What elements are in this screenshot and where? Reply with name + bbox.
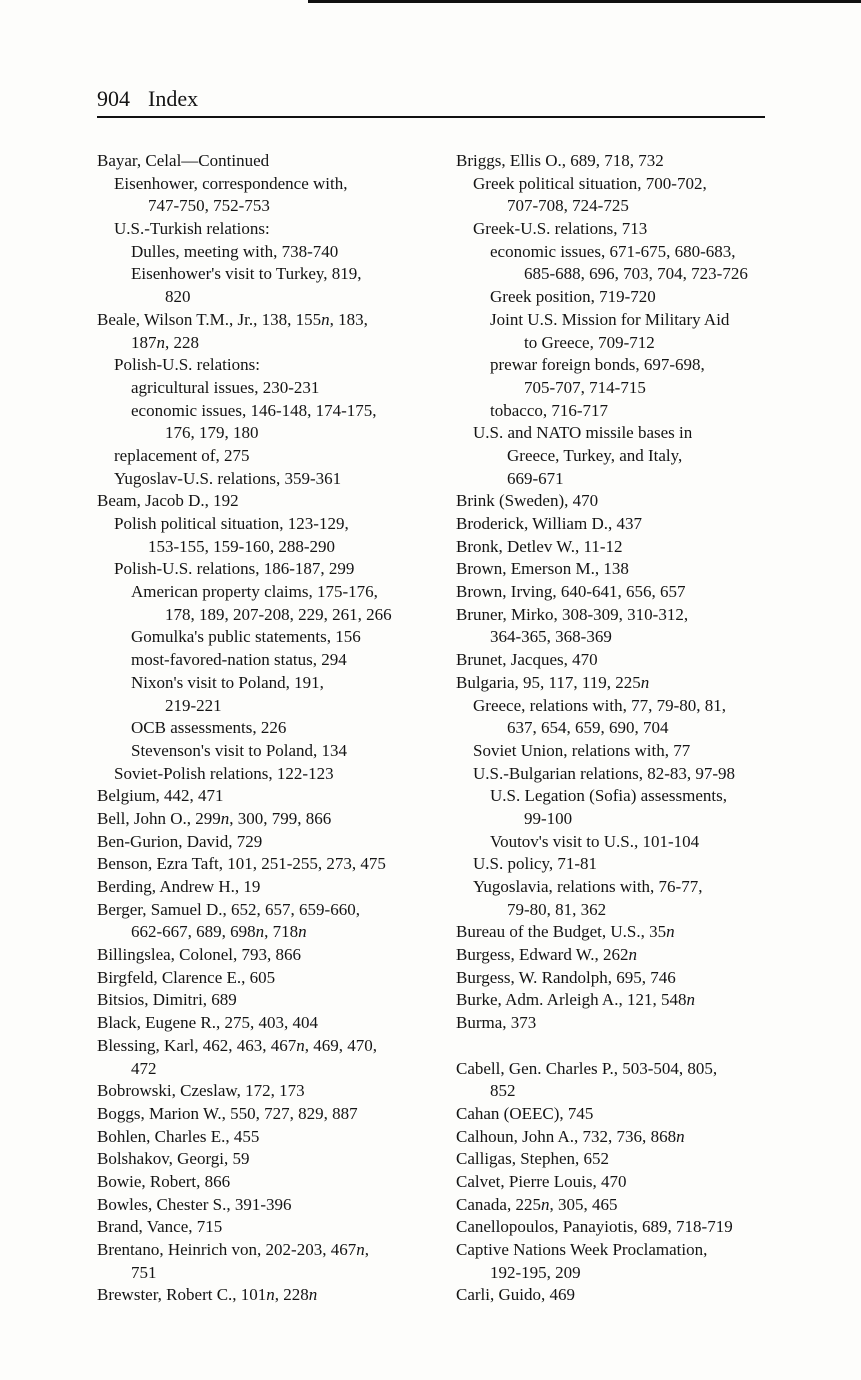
index-entry: Canada, 225n, 305, 465 <box>456 1194 618 1214</box>
index-entry: American property claims, 175-176, <box>131 582 378 602</box>
index-entry: Yugoslavia, relations with, 76-77, <box>473 877 703 896</box>
index-entry: Black, Eugene R., 275, 403, 404 <box>97 1013 318 1033</box>
index-entry: Polish-U.S. relations, 186-187, 299 <box>114 559 355 579</box>
index-entry: Bulgaria, 95, 117, 119, 225n <box>456 672 650 692</box>
index-entry: Bell, John O., 299n, 300, 799, 866 <box>97 808 332 828</box>
index-column-left <box>97 150 437 1307</box>
index-entry: Birgfeld, Clarence E., 605 <box>97 967 276 987</box>
running-head: Index <box>148 86 199 111</box>
index-entry: economic issues, 671-675, 680-683, <box>490 241 736 261</box>
index-entry: 705-707, 714-715 <box>524 377 646 397</box>
index-entry: economic issues, 146-148, 174-175, <box>131 400 377 420</box>
index-column-right <box>456 150 796 1307</box>
index-entry: Brentano, Heinrich von, 202-203, 467n, <box>97 1240 369 1259</box>
index-entry: Brunet, Jacques, 470 <box>456 650 598 670</box>
index-entry: to Greece, 709-712 <box>524 332 655 352</box>
index-entry: 364-365, 368-369 <box>490 627 612 647</box>
index-entry: Soviet Union, relations with, 77 <box>473 740 691 760</box>
index-entry: Brown, Emerson M., 138 <box>456 559 629 579</box>
index-entry: Ben-Gurion, David, 729 <box>97 831 263 851</box>
index-entry: 747-750, 752-753 <box>148 196 270 216</box>
index-entry: Polish-U.S. relations: <box>114 355 260 375</box>
index-entry: Brown, Irving, 640-641, 656, 657 <box>456 582 686 602</box>
index-entry: Greek-U.S. relations, 713 <box>473 219 648 239</box>
index-entry: Broderick, William D., 437 <box>456 514 642 533</box>
index-entry: Bruner, Mirko, 308-309, 310-312, <box>456 604 689 624</box>
index-entry: Cabell, Gen. Charles P., 503-504, 805, <box>456 1058 718 1078</box>
index-entry: Brink (Sweden), 470 <box>456 491 599 511</box>
index-entry: Yugoslav-U.S. relations, 359-361 <box>114 468 342 488</box>
index-entry: Brand, Vance, 715 <box>97 1217 223 1237</box>
index-entry: Polish political situation, 123-129, <box>114 514 349 533</box>
index-entry: Benson, Ezra Taft, 101, 251-255, 273, 475 <box>97 854 386 874</box>
index-entry: 707-708, 724-725 <box>507 196 629 216</box>
index-entry: Calligas, Stephen, 652 <box>456 1149 609 1169</box>
index-entry: Greece, Turkey, and Italy, <box>507 445 683 465</box>
index-entry: 669-671 <box>507 468 564 488</box>
index-entry: Bronk, Detlev W., 11-12 <box>456 536 623 556</box>
index-entry: 751 <box>131 1262 157 1282</box>
index-entry: agricultural issues, 230-231 <box>131 377 320 397</box>
index-entry: prewar foreign bonds, 697-698, <box>490 355 705 375</box>
index-entry: Blessing, Karl, 462, 463, 467n, 469, 470, <box>97 1035 378 1055</box>
index-entry: OCB assessments, 226 <box>131 718 287 738</box>
index-entry: U.S. and NATO missile bases in <box>473 423 693 443</box>
index-entry: Bobrowski, Czeslaw, 172, 173 <box>97 1081 305 1101</box>
index-entry: Bowie, Robert, 866 <box>97 1171 231 1191</box>
index-entry: Briggs, Ellis O., 689, 718, 732 <box>456 151 664 170</box>
section-gap <box>456 1035 796 1058</box>
index-entry: 219-221 <box>165 695 222 715</box>
index-entry: Bureau of the Budget, U.S., 35n <box>456 922 675 942</box>
index-entry: Burgess, Edward W., 262n <box>456 945 638 965</box>
index-entry: 176, 179, 180 <box>165 423 259 443</box>
index-entry: Bohlen, Charles E., 455 <box>97 1126 260 1146</box>
index-entry: 637, 654, 659, 690, 704 <box>507 718 669 738</box>
index-entry: Berger, Samuel D., 652, 657, 659-660, <box>97 899 360 919</box>
index-entry: Belgium, 442, 471 <box>97 786 224 806</box>
index-entry: Stevenson's visit to Poland, 134 <box>131 740 348 760</box>
index-entry: Bolshakov, Georgi, 59 <box>97 1149 250 1169</box>
index-entry: Burgess, W. Randolph, 695, 746 <box>456 967 676 987</box>
index-entry: Calvet, Pierre Louis, 470 <box>456 1171 627 1191</box>
index-entry: U.S.-Bulgarian relations, 82-83, 97-98 <box>473 763 736 783</box>
index-entry: Brewster, Robert C., 101n, 228n <box>97 1285 318 1305</box>
index-entry: tobacco, 716-717 <box>490 400 609 420</box>
page-number: 904 <box>97 86 130 111</box>
index-entry: most-favored-nation status, 294 <box>131 650 347 670</box>
index-entry: Greece, relations with, 77, 79-80, 81, <box>473 695 727 715</box>
index-entry: Greek political situation, 700-702, <box>473 173 707 193</box>
index-entry: Eisenhower's visit to Turkey, 819, <box>131 264 362 284</box>
index-entry: Captive Nations Week Proclamation, <box>456 1240 708 1259</box>
index-entry: U.S. policy, 71-81 <box>473 854 598 874</box>
index-entry: Bitsios, Dimitri, 689 <box>97 990 237 1010</box>
index-entry: 685-688, 696, 703, 704, 723-726 <box>524 264 748 284</box>
index-entry: Nixon's visit to Poland, 191, <box>131 672 324 692</box>
index-entry: Burma, 373 <box>456 1013 537 1033</box>
index-entry: 192-195, 209 <box>490 1262 581 1282</box>
index-entry: 187n, 228 <box>131 332 199 352</box>
index-entry: Burke, Adm. Arleigh A., 121, 548n <box>456 990 695 1010</box>
index-entry: 820 <box>165 287 191 307</box>
index-entry: Joint U.S. Mission for Military Aid <box>490 309 730 329</box>
header-rule <box>97 116 765 118</box>
index-entry: Carli, Guido, 469 <box>456 1285 575 1305</box>
index-entry: Beale, Wilson T.M., Jr., 138, 155n, 183, <box>97 309 368 329</box>
index-entry: Cahan (OEEC), 745 <box>456 1103 594 1123</box>
index-entry: Calhoun, John A., 732, 736, 868n <box>456 1126 685 1146</box>
index-entry: 153-155, 159-160, 288-290 <box>148 536 335 556</box>
index-entry: Beam, Jacob D., 192 <box>97 491 239 511</box>
top-edge-rule <box>308 0 861 3</box>
index-entry: 178, 189, 207-208, 229, 261, 266 <box>165 604 392 624</box>
index-entry: Greek position, 719-720 <box>490 287 656 307</box>
index-entry: 662-667, 689, 698n, 718n <box>131 922 307 942</box>
index-entry: Billingslea, Colonel, 793, 866 <box>97 945 301 965</box>
index-entry: replacement of, 275 <box>114 445 250 465</box>
index-entry: Dulles, meeting with, 738-740 <box>131 241 339 261</box>
index-entry: U.S.-Turkish relations: <box>114 219 270 239</box>
index-entry: Canellopoulos, Panayiotis, 689, 718-719 <box>456 1217 733 1237</box>
page-header <box>97 86 765 116</box>
index-entry: 79-80, 81, 362 <box>507 899 607 919</box>
index-entry: 852 <box>490 1081 516 1101</box>
index-entry: Bayar, Celal—Continued <box>97 151 270 170</box>
index-entry: Boggs, Marion W., 550, 727, 829, 887 <box>97 1103 358 1123</box>
index-entry: Berding, Andrew H., 19 <box>97 877 261 896</box>
index-entry: Eisenhower, correspondence with, <box>114 173 348 193</box>
index-entry: Voutov's visit to U.S., 101-104 <box>490 831 700 851</box>
index-entry: 472 <box>131 1058 157 1078</box>
index-entry: 99-100 <box>524 808 573 828</box>
index-entry: Bowles, Chester S., 391-396 <box>97 1194 292 1214</box>
index-entry: Soviet-Polish relations, 122-123 <box>114 763 334 783</box>
index-entry: Gomulka's public statements, 156 <box>131 627 361 647</box>
index-entry: U.S. Legation (Sofia) assessments, <box>490 786 728 806</box>
